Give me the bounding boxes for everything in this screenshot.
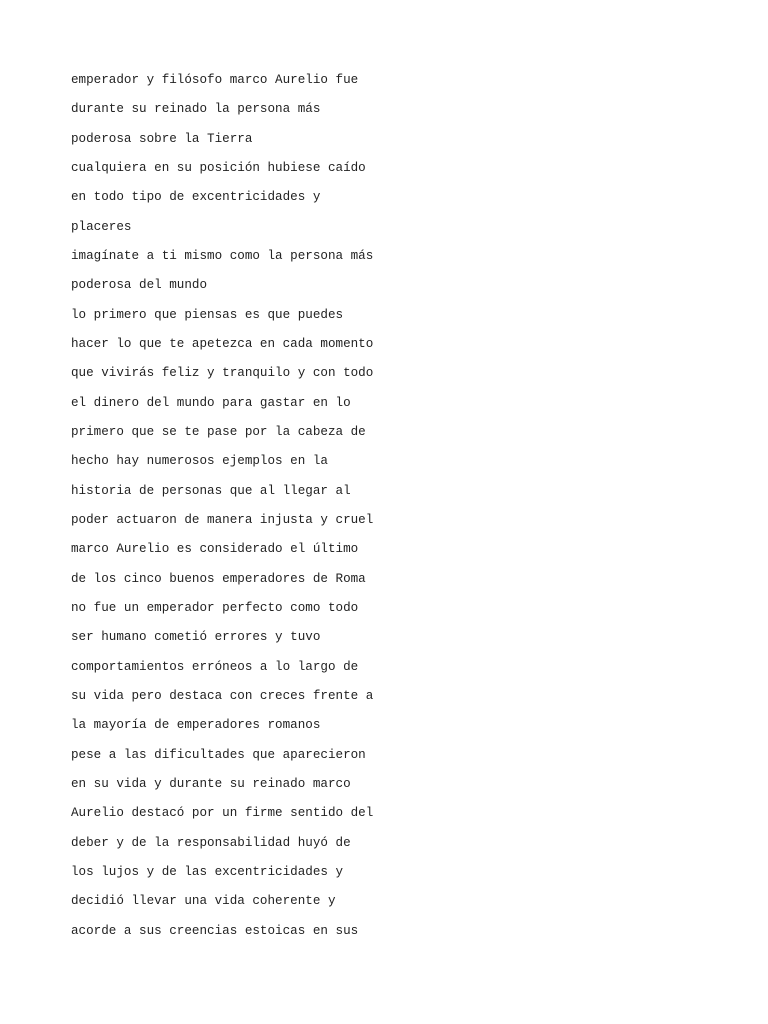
text-line: su vida pero destaca con creces frente a	[71, 688, 374, 703]
text-line: lo primero que piensas es que puedes	[71, 307, 344, 322]
text-line: hacer lo que te apetezca en cada momento	[71, 336, 374, 351]
text-line: imagínate a ti mismo como la persona más	[71, 248, 374, 263]
text-line: la mayoría de emperadores romanos	[71, 718, 321, 733]
text-line: el dinero del mundo para gastar en lo	[71, 395, 351, 410]
text-line: decidió llevar una vida coherente y	[71, 894, 336, 909]
text-line: deber y de la responsabilidad huyó de	[71, 835, 351, 850]
text-line: placeres	[71, 219, 132, 234]
text-line: los lujos y de las excentricidades y	[71, 864, 344, 879]
text-line: marco Aurelio es considerado el último	[71, 542, 359, 557]
text-line: durante su reinado la persona más	[71, 102, 321, 117]
text-line: poderosa sobre la Tierra	[71, 131, 253, 146]
text-line: cualquiera en su posición hubiese caído	[71, 160, 366, 175]
text-line: poder actuaron de manera injusta y cruel	[71, 512, 374, 527]
text-line: pese a las dificultades que aparecieron	[71, 747, 366, 762]
text-line: hecho hay numerosos ejemplos en la	[71, 454, 328, 469]
text-line: poderosa del mundo	[71, 278, 208, 293]
text-line: en su vida y durante su reinado marco	[71, 776, 351, 791]
text-line: Aurelio destacó por un firme sentido del	[71, 806, 374, 821]
text-line: primero que se te pase por la cabeza de	[71, 424, 366, 439]
text-line: en todo tipo de excentricidades y	[71, 190, 321, 205]
text-line: no fue un emperador perfecto como todo	[71, 600, 359, 615]
text-line: comportamientos erróneos a lo largo de	[71, 659, 359, 674]
text-line: historia de personas que al llegar al	[71, 483, 351, 498]
text-line: que vivirás feliz y tranquilo y con todo	[71, 366, 374, 381]
text-line: acorde a sus creencias estoicas en sus	[71, 923, 359, 938]
text-line: de los cinco buenos emperadores de Roma	[71, 571, 366, 586]
text-line: ser humano cometió errores y tuvo	[71, 630, 321, 645]
transcript-text	[71, 66, 373, 946]
text-line: emperador y filósofo marco Aurelio fue	[71, 73, 359, 87]
